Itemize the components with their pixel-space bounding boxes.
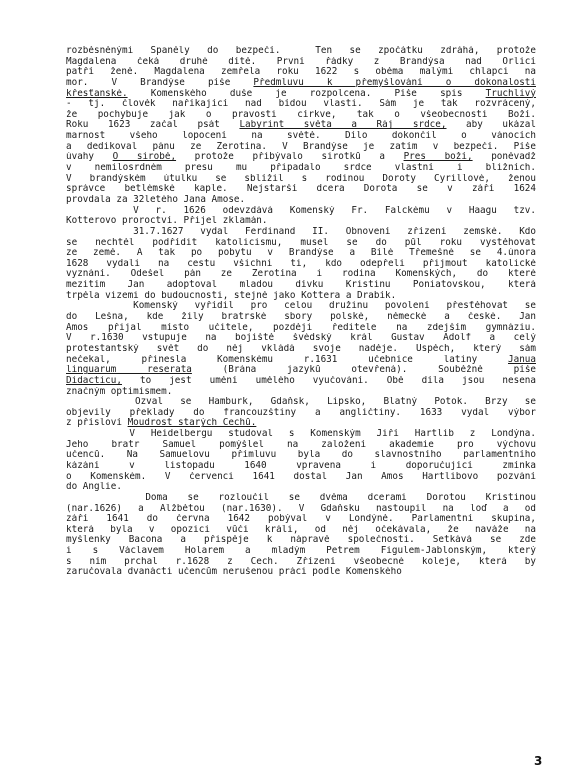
text-segment: vyznání. Odešel pán ze Žerotína i rodina Komenských, do které (66, 269, 536, 280)
text-line (66, 142, 536, 153)
text-line (66, 514, 536, 525)
text-segment: do Anglie. (66, 482, 122, 493)
text-line (66, 397, 536, 408)
underlined-title: Pres boží, (403, 152, 473, 163)
underlined-title: Janua (508, 354, 536, 365)
text-line (66, 440, 536, 451)
text-line (66, 227, 536, 238)
text-line (66, 195, 536, 206)
text-line (66, 450, 536, 461)
text-segment: nečekal, přinesla Komenskému r.1631 učebnice latiny (66, 354, 508, 365)
text-segment: se nechtěl podřídit katolicismu, musel se do půl roku vystěhovat (66, 237, 536, 248)
text-segment: ze země. A tak po pobytu v Brandýse a Bílé Třemešné se 4.února (66, 248, 536, 259)
text-segment: 31.7.1627 vydal Ferdinand II. Obnovení zřízení zemské. Kdo (66, 226, 536, 237)
underlined-title: Moudrost starých Čechů. (127, 418, 257, 429)
underlined-title: linguarum reserata (66, 365, 192, 376)
text-line (66, 418, 536, 429)
text-line (66, 429, 536, 440)
text-segment: o Komenském. V červenci 1641 dostal Jan Amos Hartlibovo pozvání (66, 471, 536, 482)
text-line (66, 482, 536, 493)
text-line (66, 78, 536, 89)
text-segment: marnost všeho lopocení na světě. Dílo dokončil o vánocích (66, 131, 536, 142)
text-segment: Komenského duše je rozpolcena. Píše spis (127, 88, 486, 99)
text-line (66, 291, 536, 302)
text-segment: Doma se rozloučil se dvěma dcerami Dorotou Kristinou (66, 492, 536, 503)
text-line (66, 333, 536, 344)
text-line (66, 152, 536, 163)
text-line (66, 120, 536, 131)
text-segment: provdala za 32letého Jana Amose. (66, 194, 246, 205)
text-segment: kázání v listopadu 1640 vpravena i doporučující zmínka (66, 460, 536, 471)
text-line (66, 57, 536, 68)
text-line (66, 131, 536, 142)
text-line (66, 110, 536, 121)
underlined-title: O sirobě, (112, 152, 177, 163)
text-line (66, 301, 536, 312)
page-number: 3 (534, 754, 543, 768)
text-segment: (nar.1626) a Alžbětou (nar.1630). V Gdaňsku nastoupil na loď a od (66, 503, 536, 514)
body-text (66, 46, 536, 578)
text-segment: - tj. člověk naříkající nad bídou vlasti. Sám je tak rozvrácený, (66, 99, 536, 110)
text-line (66, 184, 536, 195)
text-segment: a dedikoval pánu ze Žerotína. V Brandýse je zatím v bezpečí. Píše (66, 141, 536, 152)
text-segment: V Heidelbergu studoval s Komenským Jiří Hartlib z Londýna. (66, 429, 536, 440)
text-segment: i s Václavem Holarem a mladým Petrem Figulem-Jablonským, který (66, 546, 536, 557)
text-segment: myšlenky Bacona a přispěje k nápravě společnosti. Setkává se zde (66, 535, 536, 546)
text-segment: září 1641 do června 1642 pobýval v Londýně. Parlamentní skupina, (66, 514, 536, 525)
text-line (66, 344, 536, 355)
text-segment: protože přibývalo sirotků a (176, 152, 404, 163)
text-line (66, 525, 536, 536)
text-line (66, 67, 536, 78)
text-segment: rozběsněnými Španěly do bezpečí. Ten se zpočátku zdráhá, protože (66, 46, 536, 56)
text-segment: s ním prchal r.1628 z Čech. Zřízení všeobecné koleje, která by (66, 556, 536, 567)
text-segment: V r. 1626 odevzdává Komenský Fr. Falckému v Haagu tzv. (66, 205, 536, 216)
text-line (66, 248, 536, 259)
text-line (66, 89, 536, 100)
underlined-title: Truchlivý (485, 88, 536, 99)
text-line (66, 323, 536, 334)
text-line (66, 355, 536, 366)
text-line (66, 376, 536, 387)
underlined-title: Předmluvu k přemyšlování o dokonalosti (253, 77, 536, 88)
text-segment: Komenský vyřídil pro celou družinu povolení přesťěhovat se (66, 301, 536, 312)
text-line (66, 461, 536, 472)
text-segment: mor. V Brandýse píše (66, 77, 254, 88)
text-line (66, 174, 536, 185)
text-line (66, 269, 536, 280)
text-line (66, 504, 536, 515)
text-segment: učenců. Na Samuelovu přímluvu byla do slavnostního parlamentního (66, 450, 536, 461)
text-line (66, 387, 536, 398)
text-segment: V brandýském útulku se sblížil s rodinou Doroty Cyrillové, ženou (66, 173, 536, 184)
text-segment: že pochybuje jak o pravosti církve, tak o všeobecnosti Boží. (66, 109, 536, 120)
text-segment: (Brána jazyků otevřená). Souběžně píše (191, 365, 536, 376)
text-segment: v nemilosrdném presu mu připadalo srdce vlastní i bližních. (66, 163, 536, 174)
text-line (66, 312, 536, 323)
text-line (66, 99, 536, 110)
text-segment: objevily překlady do francouzštiny a angličtiny. 1633 vydal výbor (66, 407, 536, 418)
text-segment: mezitím Jan adoptoval mladou dívku Kristinu Poniatovskou, která (66, 280, 536, 291)
text-segment: zaručovala dvanácti učencům nerušenou práci podle Komenského (66, 567, 402, 578)
text-segment: z přísloví (66, 418, 128, 429)
underlined-title: křesťanské. (66, 88, 128, 99)
text-line (66, 535, 536, 546)
text-segment: Amos přijal místo učitele, později ředitele na zdejším gymnáziu. (66, 322, 536, 333)
text-segment: 1628 vydali na cestu všichni ti, kdo odepřeli přijmout katolické (66, 258, 536, 269)
text-segment: Magdalena čeká druhé dítě. První řádky z Brandýsa nad Orlicí (66, 56, 536, 67)
text-segment: Kotterovo proroctví. Přijel zklamán. (66, 216, 268, 227)
text-line (66, 206, 536, 217)
text-segment: značným optimismem. (66, 386, 173, 397)
text-line (66, 557, 536, 568)
text-segment: Ozval se Hamburk, Gdaňsk, Lipsko, Blatný Potok. Brzy se (66, 397, 536, 408)
text-line (66, 365, 536, 376)
text-line (66, 567, 536, 578)
text-line (66, 408, 536, 419)
text-line (66, 280, 536, 291)
text-segment: poněvadž (472, 152, 536, 163)
text-segment: protestantský svět do něj vkládá svoje naděje. Úspěch, který sám (66, 343, 536, 354)
text-line (66, 472, 536, 483)
text-segment: to jest umění umělého vyučování. Obě díla jsou nesena (121, 375, 536, 386)
underlined-title: Labyrint světa a Ráj srdce, (239, 120, 447, 131)
text-line (66, 259, 536, 270)
text-segment: úvahy (66, 152, 113, 163)
text-segment: která byla v opozici vůči králi, od něj očekávala, že naváže na (66, 524, 536, 535)
text-segment: trpěla vizemi do budoucnosti, stejně jako Kottera a Drabík. (66, 290, 397, 301)
text-line (66, 238, 536, 249)
text-line (66, 216, 536, 227)
text-segment: správce betlémské kaple. Nejstarší dcera Dorota se v září 1624 (66, 184, 536, 195)
underlined-title: Didacticu, (66, 375, 122, 386)
text-segment: Jeho bratr Samuel pomýšlel na založení akademie pro výchovu (66, 439, 536, 450)
text-line (66, 46, 536, 57)
text-segment: patří ženě. Magdalena zemřela roku 1622 s oběma malými chlapci na (66, 67, 536, 78)
text-segment: V r.1630 vstupuje na bojiště švédský král Gustav Adolf a celý (66, 333, 536, 344)
text-segment: Roku 1623 začal psát (66, 120, 240, 131)
text-line (66, 493, 536, 504)
text-segment: aby ukázal (446, 120, 536, 131)
text-segment: do Lešna, kde žily bratrské sbory polské, německé a české. Jan (66, 312, 536, 323)
text-line (66, 546, 536, 557)
text-line (66, 163, 536, 174)
